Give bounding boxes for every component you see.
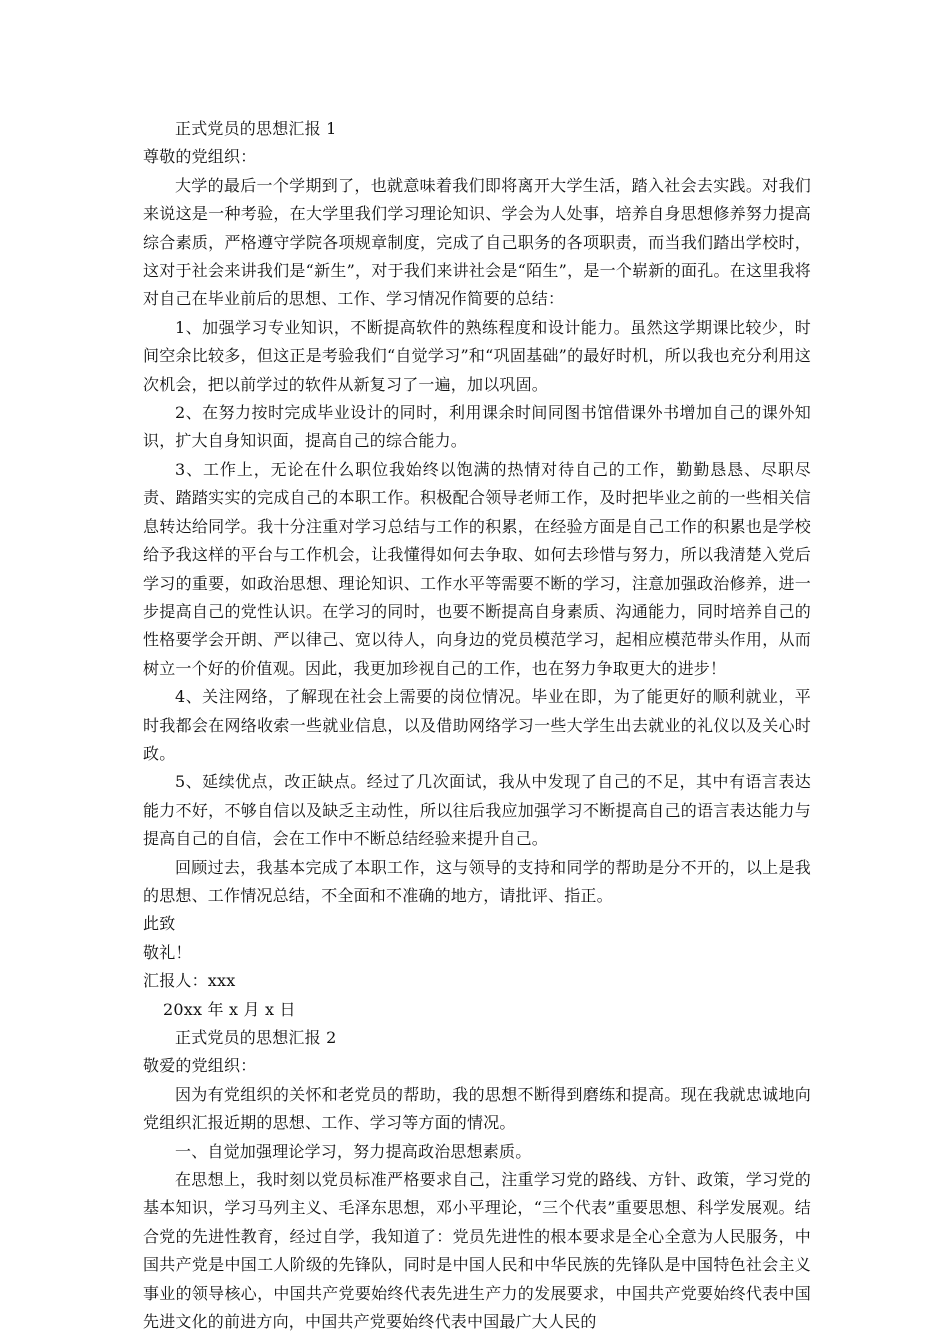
report-1-paragraph: 5、延续优点，改正缺点。经过了几次面试，我从中发现了自己的不足，其中有语言表达能力不好，不够自信以及缺乏主动性，所以往后我应加强学习不断提高自己的语言表达能力与提高自己的自信，会在工作中不断总结经验来提升自己。	[143, 772, 811, 849]
report-1-paragraph: 大学的最后一个学期到了，也就意味着我们即将离开大学生活，踏入社会去实践。对我们来说这是一种考验，在大学里我们学习理论知识、学会为人处事，培养自身思想修养努力提高综合素质，严格遵守学院各项规章制度，完成了自己职务的各项职责，而当我们踏出学校时，这对于社会来讲我们是“新生”，对于我们来讲社会是“陌生”，是一个崭新的面孔。在这里我将对自己在毕业前后的思想、工作、学习情况作简要的总结：	[143, 175, 811, 309]
report-1-paragraph: 1、加强学习专业知识，不断提高软件的熟练程度和设计能力。虽然这学期课比较少，时间空余比较多，但这正是考验我们“自觉学习”和“巩固基础”的最好时机，所以我也充分利用这次机会，把以前学过的软件从新复习了一遍，加以巩固。	[143, 317, 811, 394]
report-2-title: 正式党员的思想汇报 2	[175, 1028, 337, 1047]
report-1-paragraph: 4、关注网络，了解现在社会上需要的岗位情况。毕业在即，为了能更好的顺利就业，平时我都会在网络收索一些就业信息，以及借助网络学习一些大学生出去就业的礼仪以及关心时政。	[143, 687, 811, 763]
report-1-closing: 此致	[143, 914, 176, 934]
report-2-paragraph: 在思想上，我时刻以党员标准严格要求自己，注重学习党的路线、方针、政策，学习党的基本知识，学习马列主义、毛泽东思想，邓小平理论，“三个代表”重要思想、科学发展观。结合党的先进性教育，经过自学，我知道了：党员先进性的根本要求是全心全意为人民服务，中国共产党是中国工人阶级的先锋队，同时是中国人民和中华民族的先锋队是中国特色社会主义事业的领导核心，中国共产党要始终代表先进生产力的发展要求，中国共产党要始终代表中国先进文化的前进方向，中国共产党要始终代表中国最广大人民的	[143, 1170, 811, 1332]
document-body	[143, 115, 811, 1336]
report-1-paragraph: 回顾过去，我基本完成了本职工作，这与领导的支持和同学的帮助是分不开的，以上是我的思想、工作情况总结，不全面和不准确的地方，请批评、指正。	[143, 857, 811, 905]
report-2-paragraph: 一、自觉加强理论学习，努力提高政治思想素质。	[175, 1141, 532, 1161]
report-1-reporter: 汇报人：xxx	[143, 971, 236, 991]
report-1-paragraph: 2、在努力按时完成毕业设计的同时，利用课余时间同图书馆借课外书增加自己的课外知识，扩大自身知识面，提高自己的综合能力。	[143, 403, 811, 451]
report-2-salutation: 敬爱的党组织：	[143, 1056, 257, 1076]
report-1-paragraph: 3、工作上，无论在什么职位我始终以饱满的热情对待自己的工作，勤勤恳恳、尽职尽责、踏踏实实的完成自己的本职工作。积极配合领导老师工作，及时把毕业之前的一些相关信息转达给同学。我十分注重对学习总结与工作的积累，在经验方面是自己工作的积累也是学校给予我这样的平台与工作机会，让我懂得如何去争取、如何去珍惜与努力，所以我清楚入党后学习的重要，如政治思想、理论知识、工作水平等需要不断的学习，注意加强政治修养，进一步提高自己的党性认识。在学习的同时，也要不断提高自身素质、沟通能力，同时培养自己的性格要学会开朗、严以律己、宽以待人，向身边的党员模范学习，起相应模范带头作用，从而树立一个好的价值观。因此，我更加珍视自己的工作，也在努力争取更大的进步！	[143, 459, 811, 678]
report-1-title: 正式党员的思想汇报 1	[175, 119, 337, 138]
report-1-date: 20xx 年 x 月 x 日	[163, 999, 296, 1019]
report-1-regards: 敬礼！	[143, 942, 192, 962]
report-2-paragraph: 因为有党组织的关怀和老党员的帮助，我的思想不断得到磨练和提高。现在我就忠诚地向党组织汇报近期的思想、工作、学习等方面的情况。	[143, 1084, 811, 1133]
report-1-salutation: 尊敬的党组织：	[143, 147, 257, 167]
